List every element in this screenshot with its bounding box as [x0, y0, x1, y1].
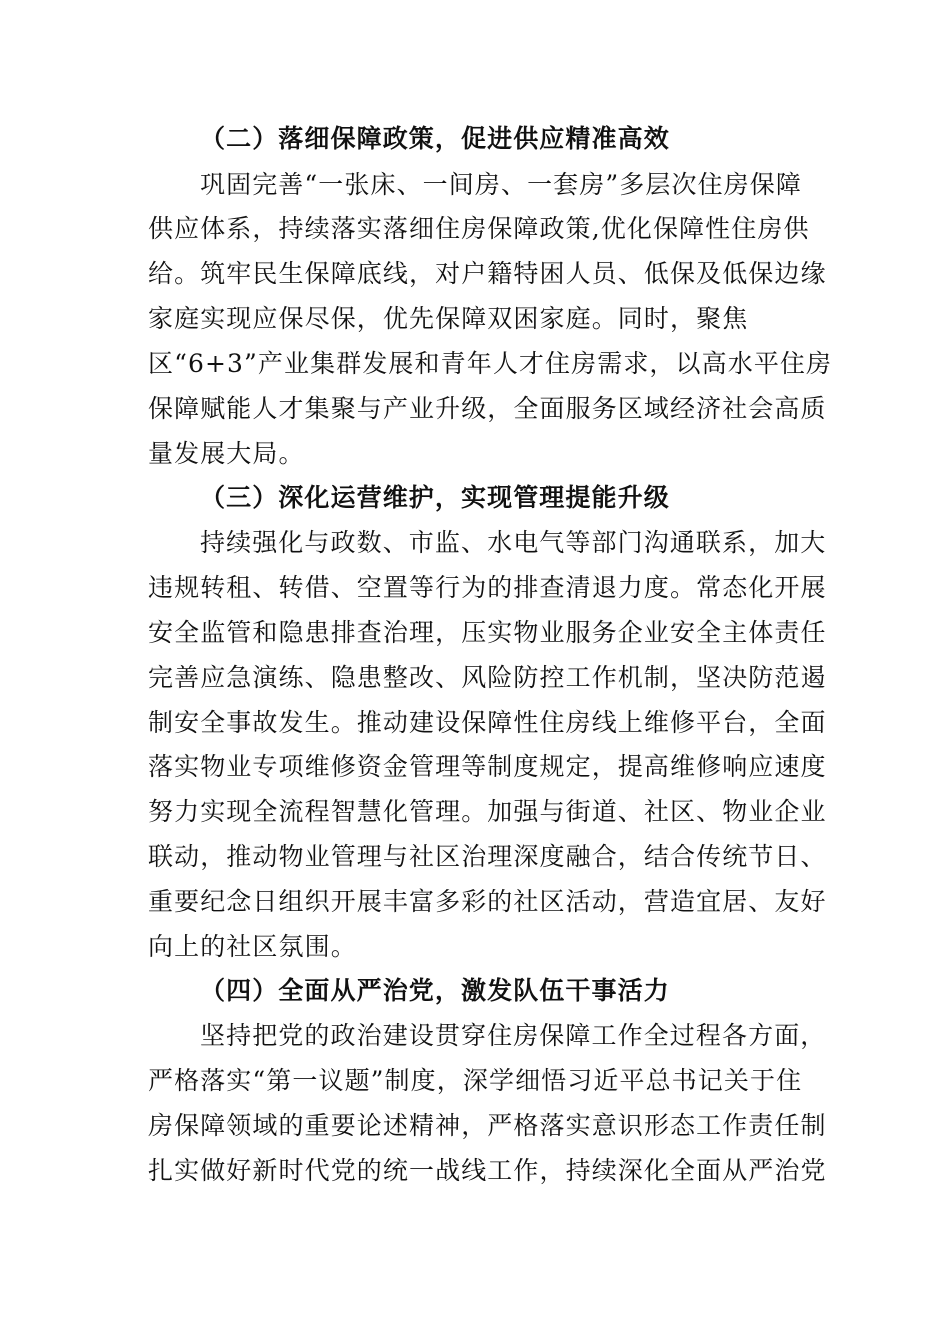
paragraph-line: 扎实做好新时代党的统一战线工作，持续深化全面从严治党 [148, 1156, 827, 1185]
paragraph-line: 制安全事故发生。推动建设保障性住房线上维修平台，全面 [148, 708, 827, 737]
paragraph-line: 落实物业专项维修资金管理等制度规定，提高维修响应速度 [148, 752, 827, 781]
paragraph-line: 巩固完善“一张床、一间房、一套房”多层次住房保障 [200, 170, 802, 199]
paragraph-line: 房保障领域的重要论述精神，严格落实意识形态工作责任制 [148, 1111, 827, 1140]
section-heading-2: （二）落细保障政策，促进供应精准高效 [200, 124, 670, 153]
paragraph-line: 联动，推动物业管理与社区治理深度融合，结合传统节日、 [148, 842, 827, 871]
paragraph-line: 安全监管和隐患排查治理，压实物业服务企业安全主体责任 [148, 618, 827, 647]
paragraph-line: 量发展大局。 [148, 439, 305, 468]
paragraph-line: 保障赋能人才集聚与产业升级，全面服务区域经济社会高质 [148, 394, 827, 423]
paragraph-line: 坚持把党的政治建设贯穿住房保障工作全过程各方面， [200, 1021, 827, 1050]
paragraph-line: 持续强化与政数、市监、水电气等部门沟通联系，加大 [200, 528, 827, 557]
section-heading-3: （三）深化运营维护，实现管理提能升级 [200, 483, 670, 512]
paragraph-line: 努力实现全流程智慧化管理。加强与街道、社区、物业企业 [148, 797, 827, 826]
paragraph-line: 向上的社区氛围。 [148, 932, 357, 961]
paragraph-line: 严格落实“第一议题”制度，深学细悟习近平总书记关于住 [148, 1066, 803, 1095]
paragraph-line: 重要纪念日组织开展丰富多彩的社区活动，营造宜居、友好 [148, 887, 827, 916]
section-heading-4: （四）全面从严治党，激发队伍干事活力 [200, 976, 670, 1005]
paragraph-line: 区“6+3”产业集群发展和青年人才住房需求，以高水平住房 [148, 349, 833, 378]
paragraph-line: 完善应急演练、隐患整改、风险防控工作机制，坚决防范遏 [148, 663, 827, 692]
paragraph-line: 给。筑牢民生保障底线，对户籍特困人员、低保及低保边缘 [148, 259, 827, 288]
paragraph-line: 违规转租、转借、空置等行为的排查清退力度。常态化开展 [148, 573, 827, 602]
paragraph-line: 供应体系，持续落实落细住房保障政策,优化保障性住房供 [148, 214, 810, 243]
paragraph-line: 家庭实现应保尽保，优先保障双困家庭。同时，聚焦 [148, 304, 749, 333]
